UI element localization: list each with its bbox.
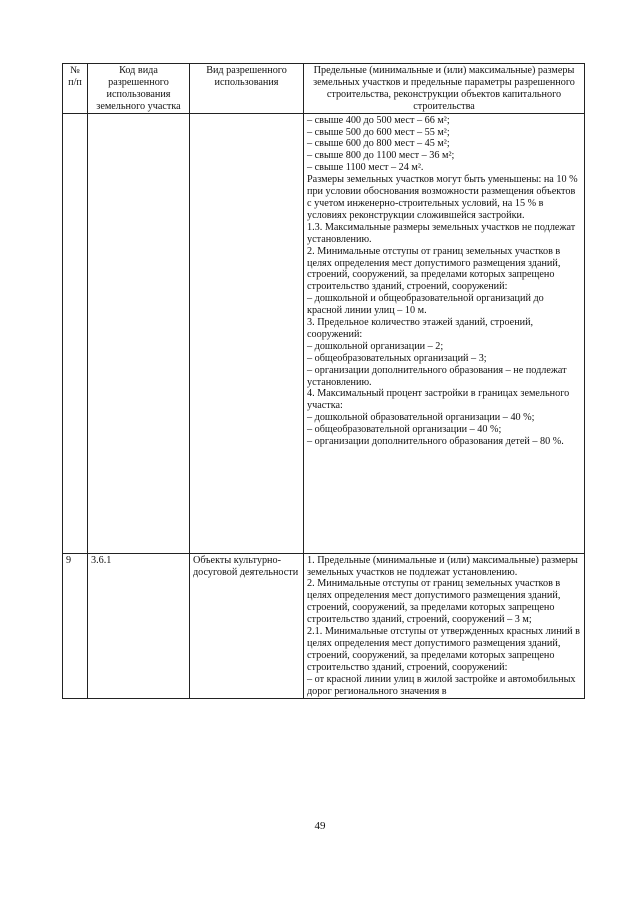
parameter-line: 4. Максимальный процент застройки в границах земельного участка:: [307, 388, 570, 412]
parameter-line: 1.3. Максимальные размеры земельных участков не подлежат установлению.: [307, 221, 576, 245]
parameter-line: – свыше 400 до 500 мест – 66 м²;: [307, 114, 450, 126]
cell-kind: Объекты культурно-досуговой деятельности: [190, 553, 304, 698]
parameter-line: – общеобразовательных организаций – 3;: [307, 352, 487, 364]
parameter-line: – от красной линии улиц в жилой застройке и автомобильных дорог регионального значения в: [307, 673, 576, 697]
parameter-line: 1. Предельные (минимальные и (или) максимальные) размеры земельных участков не подлежат установлению.: [307, 554, 578, 578]
parameter-line: Размеры земельных участков могут быть уменьшены: на 10 % при условии обоснования возможности размещения объектов с учетом инженерно-строительных условий, на 15 % в условиях реконструкции сложившейся застройки.: [307, 174, 578, 221]
parameter-line: – свыше 1100 мест – 24 м².: [307, 162, 424, 174]
parameter-line: 2.1. Минимальные отступы от утвержденных красных линий в целях определения мест допустимого размещения зданий, строений, сооружений, за пределами которых запрещено строительство зданий, строений, сооружений:: [307, 626, 580, 673]
parameter-line: – свыше 500 до 600 мест – 55 м²;: [307, 126, 450, 138]
header-parameters: Предельные (минимальные и (или) максимальные) размеры земельных участков и предельные параметры разрешенного строительства, реконструкции объектов капитального строительства: [304, 64, 585, 114]
parameter-line: 2. Минимальные отступы от границ земельных участков в целях определения мест допустимого размещения зданий, строений, сооружений, за пределами которых запрещено строительство зданий, строений, сооружений – 3 м;: [307, 578, 561, 626]
table-header-row: [63, 64, 585, 114]
parameter-line: – свыше 800 до 1100 мест – 36 м²;: [307, 150, 455, 162]
regulations-table: [62, 63, 585, 699]
cell-kind: [190, 113, 304, 553]
parameter-line: – дошкольной образовательной организации – 40 %;: [307, 412, 535, 424]
parameter-line: – общеобразовательной организации – 40 %;: [307, 424, 502, 436]
header-number: № п/п: [63, 64, 88, 114]
cell-parameters: [304, 113, 585, 553]
parameter-line: – свыше 600 до 800 мест – 45 м²;: [307, 138, 450, 150]
parameter-line: – организации дополнительного образования детей – 80 %.: [307, 436, 564, 448]
parameter-line: 2. Минимальные отступы от границ земельных участков в целях определения мест допустимого размещения зданий, строений, сооружений, за пределами которых запрещено строительство зданий, строений, сооружений:: [307, 245, 561, 293]
parameter-line: – дошкольной и общеобразовательной организаций до красной линии улиц – 10 м.: [307, 293, 544, 317]
parameter-line: – дошкольной организации – 2;: [307, 340, 444, 352]
cell-number: 9: [63, 553, 88, 698]
parameter-line: – организации дополнительного образования – не подлежат установлению.: [307, 364, 567, 388]
page-number: 49: [314, 820, 326, 832]
cell-parameters: [304, 553, 585, 698]
cell-number: [63, 113, 88, 553]
table-row: [63, 113, 585, 553]
cell-code: [88, 113, 190, 553]
cell-code: 3.6.1: [88, 553, 190, 698]
header-code: Код вида разрешенного использования земельного участка: [88, 64, 190, 114]
header-kind: Вид разрешенного использования: [190, 64, 304, 114]
table-row: [63, 553, 585, 698]
parameter-line: 3. Предельное количество этажей зданий, строений, сооружений:: [307, 317, 534, 340]
